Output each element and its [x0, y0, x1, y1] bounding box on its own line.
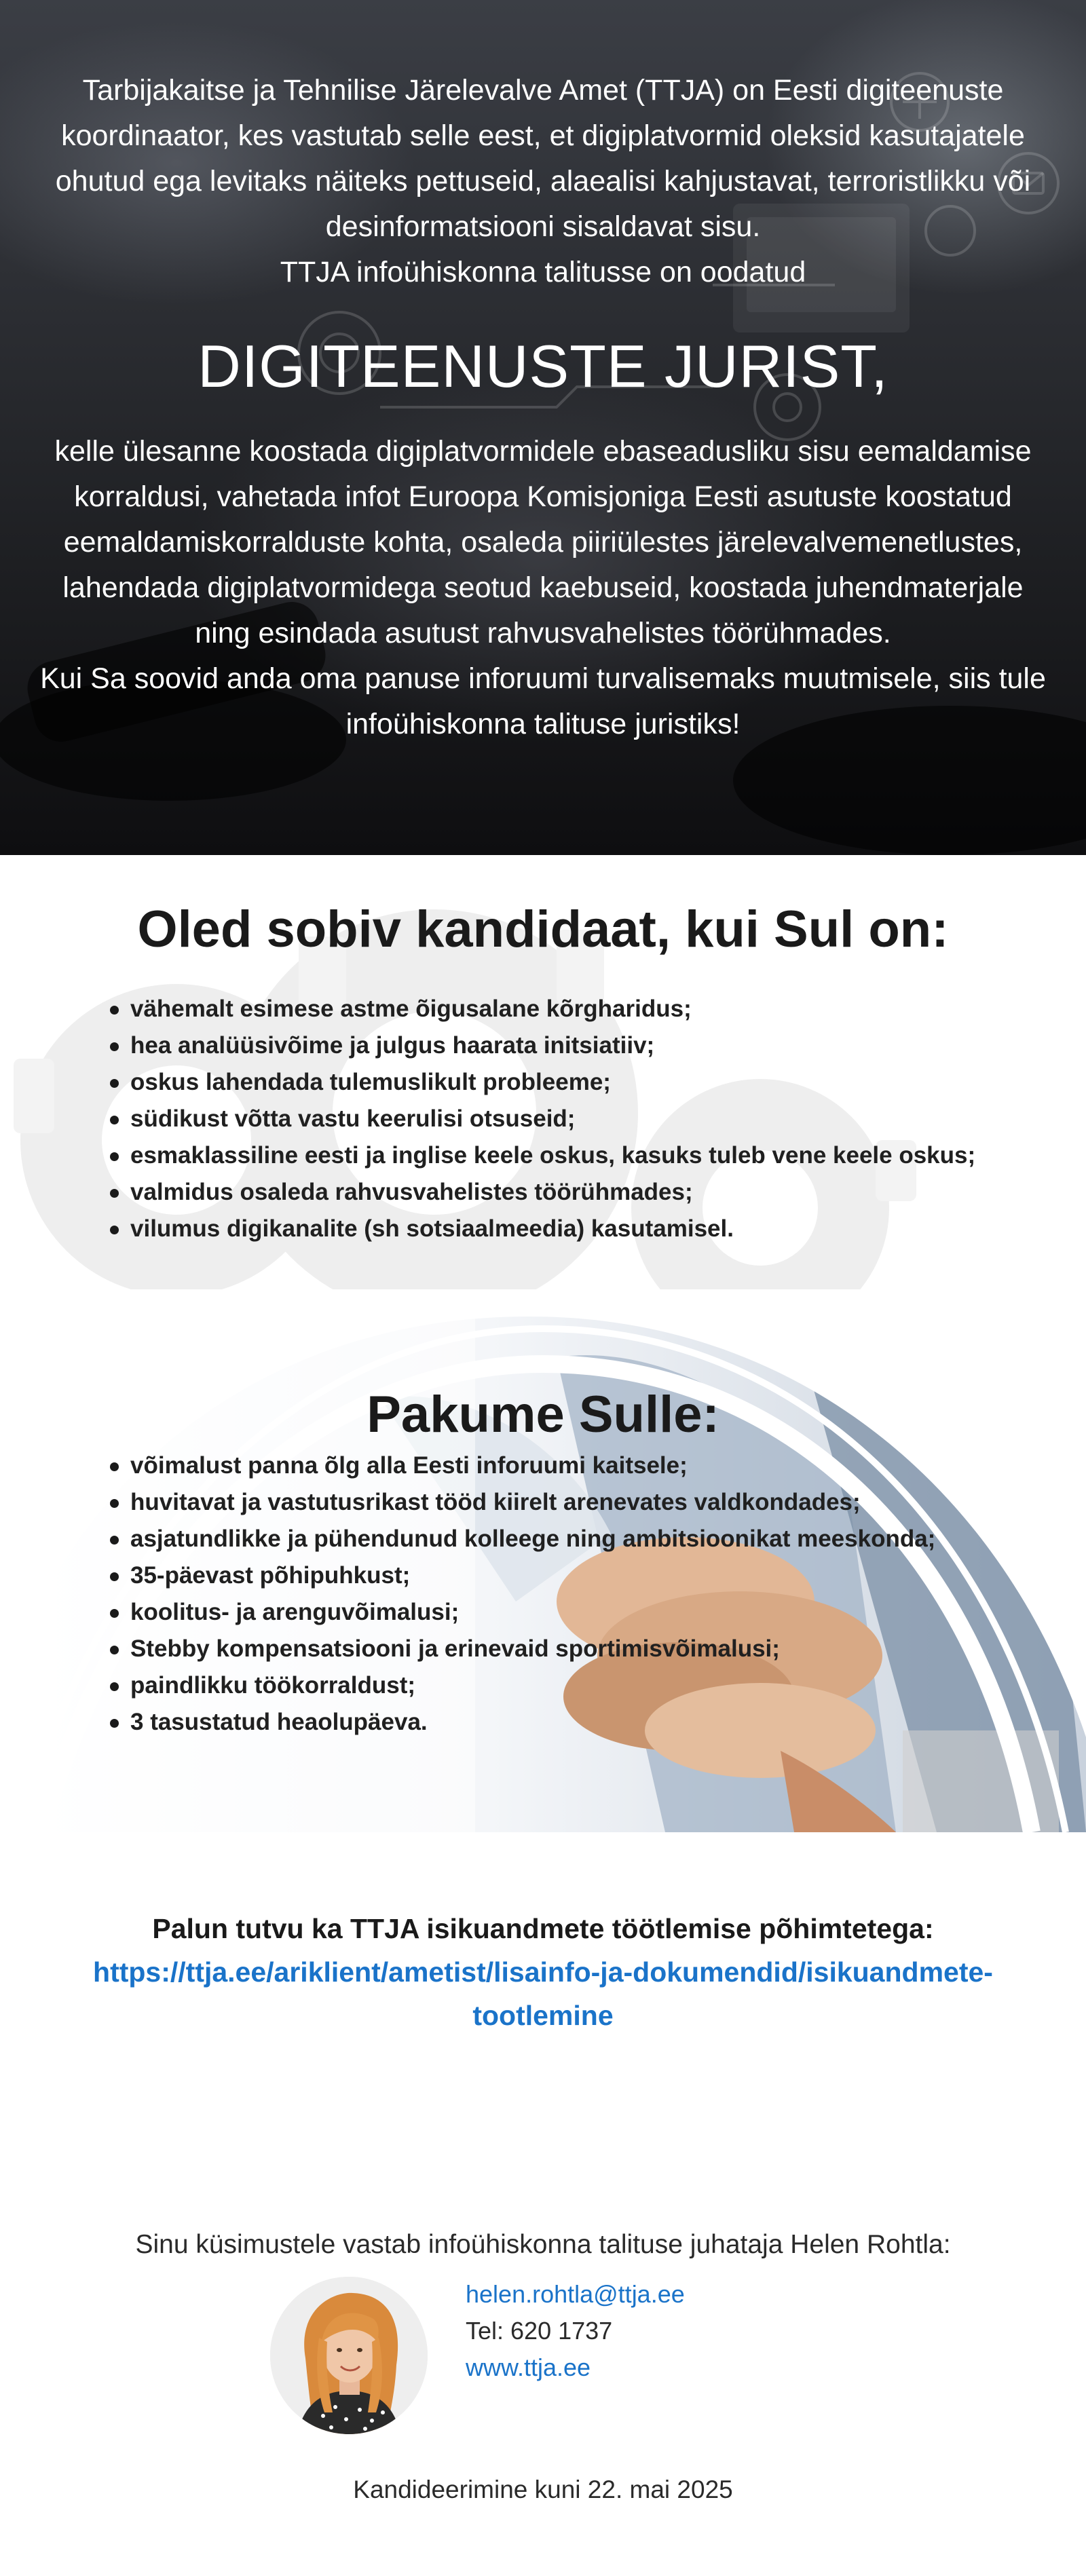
intro-line: koordinaator, kes vastutab selle eest, et digiplatvormid oleksid kasutajatele	[61, 119, 1025, 152]
intro-line: desinformatsiooni sisaldavat sisu.	[325, 210, 761, 243]
intro-line: Tarbijakaitse ja Tehnilise Järelevalve Amet (TTJA) on Eesti digiteenuste	[82, 74, 1004, 107]
offer-list	[109, 1447, 935, 1741]
list-item: esmaklassiline eesti ja inglise keele oskus, kasuks tuleb vene keele oskus;	[109, 1137, 975, 1174]
description-line: lahendada digiplatvormidega seotud kaebuseid, koostada juhendmaterjale	[62, 571, 1024, 604]
hero-intro	[27, 68, 1059, 295]
list-item: asjatundlikke ja pühendunud kolleege ning ambitsioonikat meeskonda;	[109, 1521, 935, 1557]
list-item: oskus lahendada tulemuslikult probleeme;	[109, 1064, 975, 1101]
list-item: 35-päevast põhipuhkust;	[109, 1557, 935, 1594]
contact-person-portrait	[270, 2277, 428, 2434]
description-line: ning esindada asutust rahvusvahelistes töörühmades.	[195, 617, 891, 649]
avatar	[270, 2277, 428, 2434]
application-deadline: Kandideerimine kuni 22. mai 2025	[353, 2476, 733, 2503]
hero-banner	[0, 0, 1086, 855]
requirements-list	[109, 991, 975, 1247]
list-item: vähemalt esimese astme õigusalane kõrgharidus;	[109, 991, 975, 1027]
contact-intro: Sinu küsimustele vastab infoühiskonna talituse juhataja Helen Rohtla:	[135, 2230, 951, 2259]
contact-details	[466, 2276, 685, 2386]
offer-heading: Pakume Sulle:	[367, 1386, 719, 1443]
list-item: huvitavat ja vastutusrikast tööd kiirelt arenevates valdkondades;	[109, 1484, 935, 1521]
list-item: paindlikku töökorraldust;	[109, 1667, 935, 1704]
list-item: valmidus osaleda rahvusvahelistes töörühmades;	[109, 1174, 975, 1211]
list-item: võimalust panna õlg alla Eesti inforuumi kaitsele;	[109, 1447, 935, 1484]
intro-line: ohutud ega levitaks näiteks pettuseid, alaealisi kahjustavat, terroristlikku või	[55, 165, 1031, 197]
contact-email-link[interactable]: helen.rohtla@ttja.ee	[466, 2280, 685, 2308]
list-item: südikust võtta vastu keerulisi otsuseid;	[109, 1101, 975, 1137]
list-item: Stebby kompensatsiooni ja erinevaid sportimisvõimalusi;	[109, 1631, 935, 1667]
list-item: hea analüüsivõime ja julgus haarata initsiatiiv;	[109, 1027, 975, 1064]
description-line: infoühiskonna talituse juristiks!	[345, 708, 741, 740]
privacy-link-line: https://ttja.ee/ariklient/ametist/lisainfo-ja-dokumendid/isikuandmete-	[93, 1956, 993, 1988]
description-line: kelle ülesanne koostada digiplatvormidele ebaseadusliku sisu eemaldamise	[54, 435, 1032, 468]
position-description	[27, 429, 1059, 747]
list-item: 3 tasustatud heaolupäeva.	[109, 1704, 935, 1741]
requirements-heading: Oled sobiv kandidaat, kui Sul on:	[137, 901, 949, 958]
privacy-title: Palun tutvu ka TTJA isikuandmete töötlemise põhimtetega:	[152, 1913, 934, 1944]
privacy-policy-link[interactable]	[68, 1950, 1018, 2037]
privacy-notice	[68, 1907, 1018, 2037]
offer-section	[0, 1317, 1086, 1832]
intro-line: TTJA infoühiskonna talitusse on oodatud	[280, 256, 806, 288]
privacy-link-line: tootlemine	[472, 2000, 614, 2031]
list-item: koolitus- ja arenguvõimalusi;	[109, 1594, 935, 1631]
description-line: korraldusi, vahetada infot Euroopa Komisjoniga Eesti asutuste koostatud	[74, 480, 1012, 513]
website-link[interactable]: www.ttja.ee	[466, 2353, 591, 2381]
list-item: vilumus digikanalite (sh sotsiaalmeedia) kasutamisel.	[109, 1211, 975, 1247]
contact-phone: Tel: 620 1737	[466, 2317, 613, 2345]
position-title: DIGITEENUSTE JURIST,	[198, 333, 888, 400]
requirements-section	[0, 855, 1086, 1317]
description-line: Kui Sa soovid anda oma panuse inforuumi turvalisemaks muutmisele, siis tule	[40, 662, 1046, 695]
description-line: eemaldamiskorralduste kohta, osaleda piiriülestes järelevalvemenetlustes,	[63, 526, 1023, 558]
